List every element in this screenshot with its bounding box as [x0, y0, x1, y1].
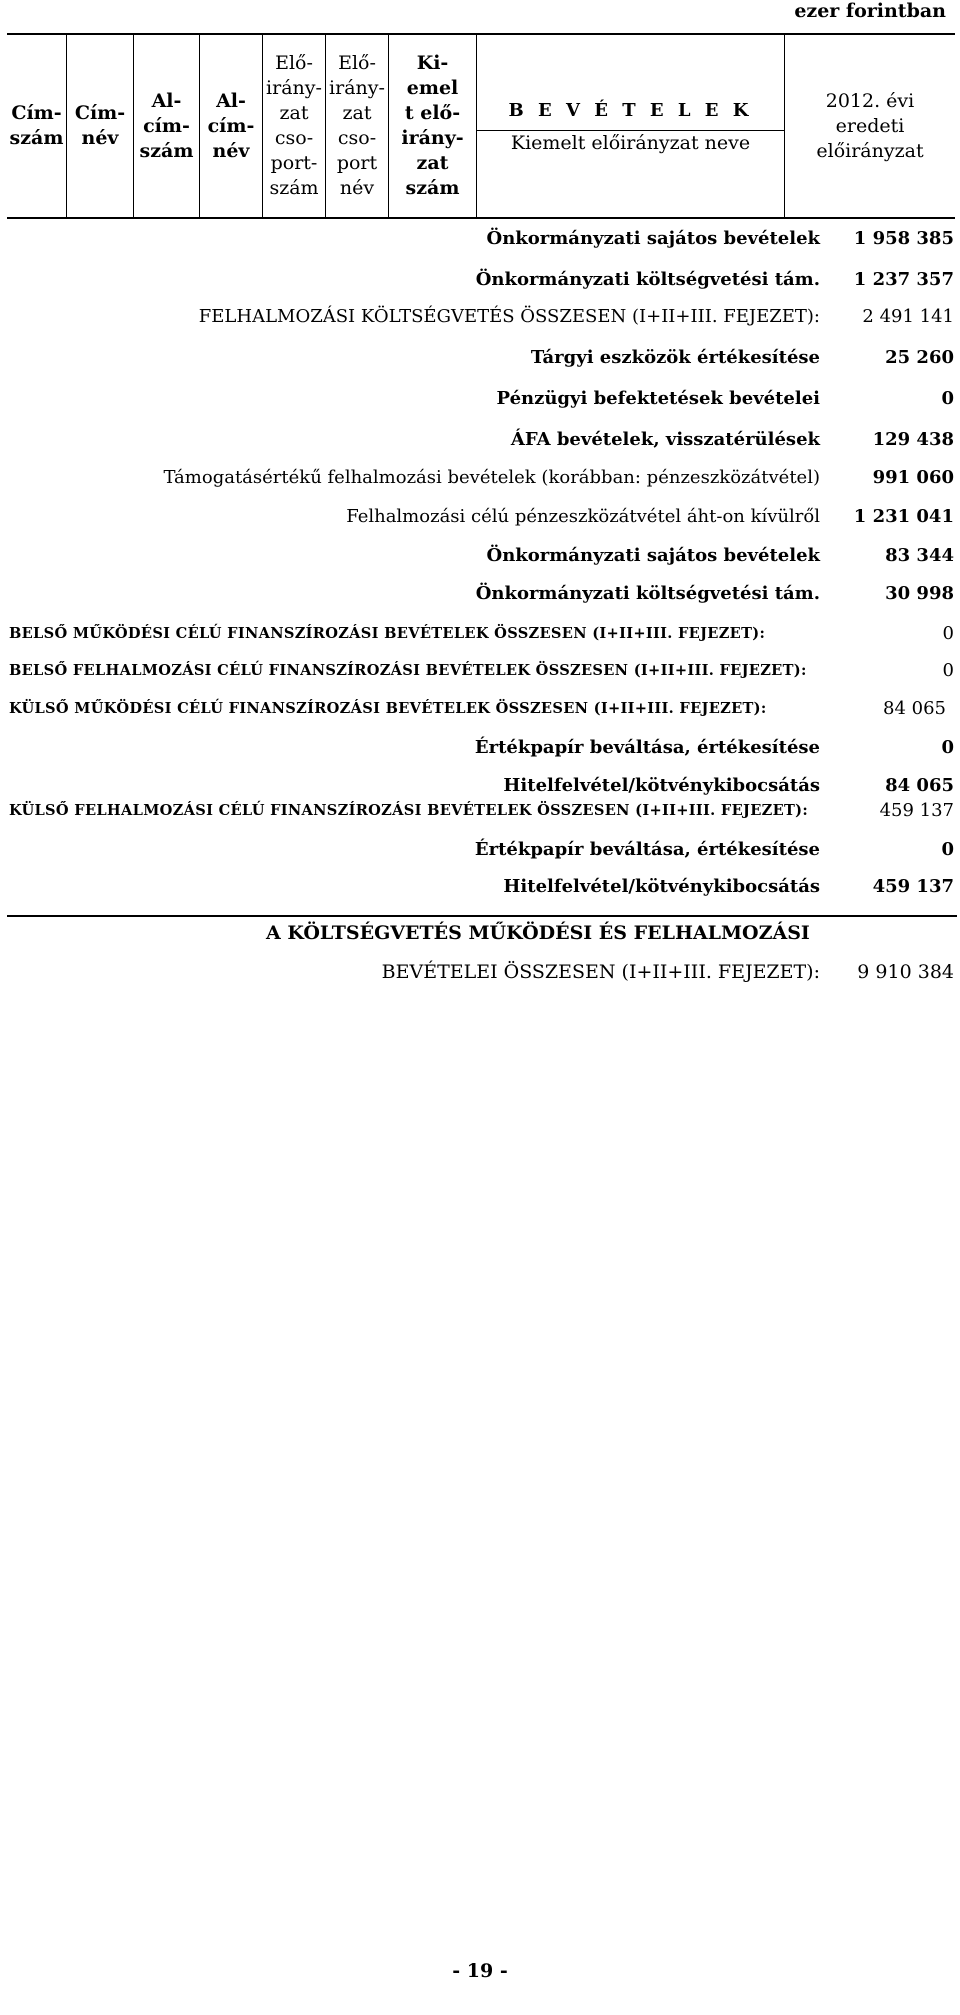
table-row: [0, 839, 960, 873]
header-col5-text: Elő- irány- zat cso- port- szám: [266, 52, 322, 199]
total-label: BEVÉTELEI ÖSSZESEN (I+II+III. FEJEZET):: [381, 961, 820, 983]
row-label: Pénzügyi befektetések bevételei: [496, 388, 820, 409]
table-row: [0, 623, 960, 657]
unit-label: ezer forintban: [794, 0, 946, 22]
header-col7-text: Ki- emel t elő- irány- zat szám: [401, 52, 464, 199]
table-row: [0, 506, 960, 540]
row-label: Önkormányzati költségvetési tám.: [475, 583, 820, 604]
row-value: 84 065: [883, 698, 946, 719]
row-label: Tárgyi eszközök értékesítése: [530, 347, 820, 368]
row-label: BELSŐ FELHALMOZÁSI CÉLÚ FINANSZÍROZÁSI BEVÉTELEK ÖSSZESEN (I+II+III. FEJEZET):: [9, 662, 807, 679]
table-row: [0, 698, 960, 732]
row-label: Hitelfelvétel/kötvénykibocsátás: [503, 876, 820, 897]
row-value: 1 237 357: [853, 269, 954, 290]
header-kiemelt-eloiranyzat-szam: [389, 35, 477, 217]
table-row: [0, 545, 960, 579]
row-label: Önkormányzati sajátos bevételek: [486, 228, 820, 249]
row-value: 1 958 385: [853, 228, 954, 249]
table-row: [0, 660, 960, 694]
table-row: [0, 876, 960, 910]
header-cimnev: [67, 35, 134, 217]
header-cimszam-text: Cím- szám: [9, 102, 64, 149]
header-alcimszam: [134, 35, 200, 217]
header-cimnev-text: Cím- név: [74, 102, 126, 149]
table-header: [7, 33, 955, 219]
row-value: 459 137: [879, 800, 954, 821]
table-row: [0, 737, 960, 771]
table-row: [0, 347, 960, 381]
table-row: [0, 388, 960, 422]
row-label: Önkormányzati sajátos bevételek: [486, 545, 820, 566]
header-eloiranyzat-csoport-nev: [326, 35, 389, 217]
row-label: Támogatásértékű felhalmozási bevételek (korábban: pénzeszközátvétel): [163, 467, 820, 488]
row-value: 25 260: [885, 347, 954, 368]
table-row: [0, 800, 960, 834]
row-label: KÜLSŐ MŰKÖDÉSI CÉLÚ FINANSZÍROZÁSI BEVÉTELEK ÖSSZESEN (I+II+III. FEJEZET):: [9, 700, 767, 717]
row-label: ÁFA bevételek, visszatérülések: [510, 429, 820, 450]
header-col6-text: Elő- irány- zat cso- port név: [329, 52, 385, 199]
row-value: 0: [941, 737, 954, 758]
row-value: 0: [942, 623, 954, 644]
header-bevetelek-title: B E V É T E L E K: [508, 100, 753, 121]
row-label: KÜLSŐ FELHALMOZÁSI CÉLÚ FINANSZÍROZÁSI BEVÉTELEK ÖSSZESEN (I+II+III. FEJEZET):: [9, 802, 809, 819]
header-alcimnev-text: Al- cím- név: [207, 89, 255, 162]
row-label: BELSŐ MŰKÖDÉSI CÉLÚ FINANSZÍROZÁSI BEVÉTELEK ÖSSZESEN (I+II+III. FEJEZET):: [9, 625, 766, 642]
header-bevetelek: [477, 35, 785, 217]
table-row: [0, 467, 960, 501]
header-eloiranyzat-csoport-szam: [263, 35, 326, 217]
header-year: [785, 35, 955, 217]
row-value: 129 438: [872, 429, 954, 450]
header-alcimnev: [200, 35, 263, 217]
table-row: [0, 269, 960, 303]
row-value: 30 998: [885, 583, 954, 604]
total-title: A KÖLTSÉGVETÉS MŰKÖDÉSI ÉS FELHALMOZÁSI: [266, 922, 810, 944]
row-value: 0: [941, 388, 954, 409]
table-row: [0, 228, 960, 262]
total-value: 9 910 384: [857, 961, 954, 983]
row-value: 0: [942, 660, 954, 681]
total-row: [0, 961, 960, 995]
header-alcimszam-text: Al- cím- szám: [139, 89, 194, 162]
row-label: Értékpapír beváltása, értékesítése: [474, 737, 820, 758]
table-row: [0, 306, 960, 340]
row-label: Önkormányzati költségvetési tám.: [475, 269, 820, 290]
header-kiemelt-nev: Kiemelt előirányzat neve: [510, 132, 751, 154]
row-value: 83 344: [885, 545, 954, 566]
row-label: FELHALMOZÁSI KÖLTSÉGVETÉS ÖSSZESEN (I+II+III. FEJEZET):: [198, 306, 820, 327]
row-value: 991 060: [872, 467, 954, 488]
row-value: 84 065: [885, 775, 954, 796]
table-row: [0, 583, 960, 617]
row-label: Hitelfelvétel/kötvénykibocsátás: [503, 775, 820, 796]
row-value: 459 137: [872, 876, 954, 897]
header-cimszam: [7, 35, 67, 217]
total-title-row: [0, 922, 960, 956]
row-label: Értékpapír beváltása, értékesítése: [474, 839, 820, 860]
row-value: 2 491 141: [862, 306, 954, 327]
header-year-text: 2012. évi eredeti előirányzat: [816, 89, 924, 162]
row-value: 1 231 041: [853, 506, 954, 527]
table-row: [0, 429, 960, 463]
row-value: 0: [941, 839, 954, 860]
page-number: - 19 -: [452, 1960, 508, 1982]
total-separator: [7, 915, 957, 917]
row-label: Felhalmozási célú pénzeszközátvétel áht-on kívülről: [346, 506, 820, 527]
